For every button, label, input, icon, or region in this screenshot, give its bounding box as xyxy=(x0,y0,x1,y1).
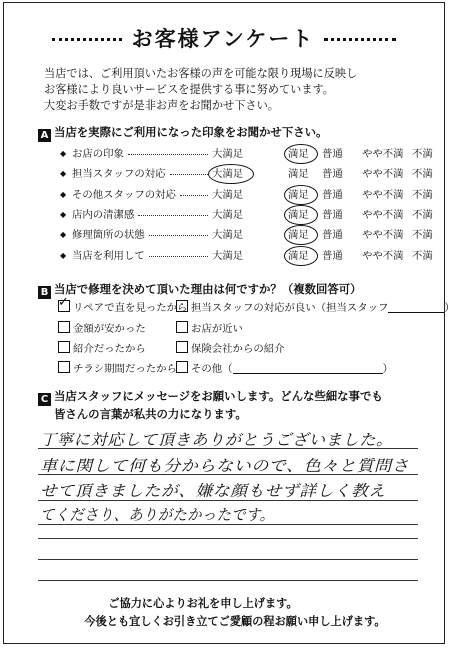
section-c-marker: C xyxy=(38,393,51,406)
message-line xyxy=(38,538,418,539)
rating-option[interactable]: やや不満 xyxy=(362,249,404,262)
rating-item-label: 担当スタッフの対応 xyxy=(72,168,166,181)
diamond-bullet-icon: ◆ xyxy=(60,189,67,199)
handwritten-line: 丁寧に対応して頂きありがとうございました。 xyxy=(40,431,393,449)
reason-choice[interactable] xyxy=(58,361,177,377)
section-c-heading-text: 当店スタッフにメッセージをお願いします。どんな些細な事でも xyxy=(54,389,383,403)
rating-option[interactable]: 大満足 xyxy=(212,249,244,262)
reason-label: 保険会社からの紹介 xyxy=(191,343,285,355)
selected-circle-icon xyxy=(284,246,318,266)
rating-option[interactable]: 満足 xyxy=(288,188,309,201)
reason-label: 金額が安かった xyxy=(73,323,146,335)
rating-option[interactable]: 普通 xyxy=(322,168,343,181)
reason-choice[interactable] xyxy=(176,361,393,377)
selected-circle-icon xyxy=(284,144,318,164)
rating-option[interactable]: 大満足 xyxy=(212,208,244,221)
section-b-heading xyxy=(38,281,362,299)
rating-option[interactable]: 不満 xyxy=(412,229,433,242)
rating-option[interactable]: 不満 xyxy=(412,208,433,221)
rating-option[interactable]: 満足 xyxy=(288,208,309,221)
page-title: お客様アンケート xyxy=(131,27,315,51)
handwritten-line: 車に関して何も分からないので、色々と質問さ xyxy=(40,457,410,475)
section-a-heading-text: 当店を実際にご利用になった印象をお聞かせ下さい。 xyxy=(54,125,328,139)
message-line xyxy=(38,559,418,560)
handwritten-line: せて頂きましたが、嫌な顔もせず詳しく教え xyxy=(40,482,386,500)
other-blank[interactable] xyxy=(233,361,383,374)
reason-choice[interactable] xyxy=(58,295,188,316)
rating-option[interactable]: 不満 xyxy=(412,168,433,181)
reason-suffix: ） xyxy=(382,363,393,375)
intro-line: 大変お手数ですが是非お声をお聞かせ下さい。 xyxy=(44,99,279,112)
diamond-bullet-icon: ◆ xyxy=(60,250,67,260)
reason-label: 紹介だったから xyxy=(73,343,146,355)
rating-option[interactable]: やや不満 xyxy=(362,148,404,160)
rating-row xyxy=(60,165,433,183)
rating-option[interactable]: 普通 xyxy=(322,208,343,221)
rating-option[interactable]: 大満足 xyxy=(212,148,244,160)
reason-label: 担当スタッフの対応が良い（担当スタッフ xyxy=(191,302,389,314)
rating-option[interactable]: 不満 xyxy=(412,249,433,262)
intro-text xyxy=(44,66,424,114)
checkbox[interactable] xyxy=(176,300,188,312)
check-icon: ✓ xyxy=(58,295,69,310)
closing-line: ご協力に心よりお礼を申し上げます。 xyxy=(108,597,298,610)
rating-option[interactable]: 満足 xyxy=(288,229,309,242)
rating-option[interactable]: 不満 xyxy=(412,188,433,201)
reason-choice[interactable] xyxy=(176,321,243,337)
reason-label: チラシ期間だったから xyxy=(73,363,177,375)
leader-dots xyxy=(149,235,208,236)
title-dash-right xyxy=(324,38,396,41)
checkbox[interactable] xyxy=(58,341,70,353)
rating-option[interactable]: 普通 xyxy=(322,148,343,160)
rating-item-label: その他スタッフの対応 xyxy=(72,188,176,201)
leader-dots xyxy=(138,215,208,216)
reason-label: リペアで直を見ったから xyxy=(73,302,188,314)
title-row xyxy=(0,24,450,54)
section-b-marker: B xyxy=(38,286,51,299)
rating-row xyxy=(60,206,433,224)
rating-option[interactable]: 普通 xyxy=(322,249,343,262)
leader-dots xyxy=(149,256,208,257)
section-c-heading xyxy=(38,388,383,406)
staff-name-blank[interactable] xyxy=(388,300,444,313)
section-a-marker: A xyxy=(38,129,51,142)
rating-option[interactable]: 満足 xyxy=(288,168,309,181)
rating-item-label: 当店を利用して xyxy=(72,249,145,262)
rating-option[interactable]: 普通 xyxy=(322,229,343,242)
rating-row xyxy=(60,145,433,163)
reason-choice[interactable] xyxy=(176,300,455,316)
rating-option[interactable]: やや不満 xyxy=(362,229,404,242)
rating-row xyxy=(60,186,433,204)
section-a-heading xyxy=(38,124,327,142)
rating-item-label: 修理箇所の状態 xyxy=(72,229,145,242)
handwritten-line: てくださり、ありがたかったです。 xyxy=(40,506,275,524)
leader-dots xyxy=(170,174,208,175)
checkbox[interactable] xyxy=(176,321,188,333)
rating-option[interactable]: 大満足 xyxy=(212,229,244,242)
intro-line: お客様により良いサービスを提供する事に努めています。 xyxy=(44,83,334,96)
rating-item-label: お店の印象 xyxy=(72,148,124,160)
leader-dots xyxy=(180,195,208,196)
rating-option[interactable]: 大満足 xyxy=(212,168,244,181)
reason-label: その他（ xyxy=(191,363,233,375)
rating-option[interactable]: やや不満 xyxy=(362,208,404,221)
rating-option[interactable]: 大満足 xyxy=(212,188,244,201)
reason-choice[interactable] xyxy=(176,341,285,357)
rating-item-label: 店内の清潔感 xyxy=(72,208,135,221)
rating-option[interactable]: 満足 xyxy=(288,249,309,262)
reason-choice[interactable] xyxy=(58,341,146,357)
selected-circle-icon xyxy=(208,164,254,184)
checkbox[interactable] xyxy=(176,341,188,353)
title-dash-left xyxy=(52,38,122,41)
section-c-heading-line2: 皆さんの言葉が私共の力になります。 xyxy=(54,407,247,421)
message-line xyxy=(38,580,418,581)
diamond-bullet-icon: ◆ xyxy=(60,209,67,219)
selected-circle-icon xyxy=(284,205,318,225)
checkbox[interactable] xyxy=(58,295,70,312)
rating-option[interactable]: 普通 xyxy=(322,188,343,201)
diamond-bullet-icon: ◆ xyxy=(60,169,67,179)
checkbox[interactable] xyxy=(58,361,70,373)
checkbox[interactable] xyxy=(58,321,70,333)
rating-row xyxy=(60,226,433,244)
diamond-bullet-icon: ◆ xyxy=(60,149,67,158)
diamond-bullet-icon: ◆ xyxy=(60,230,67,240)
reason-label: お店が近い xyxy=(191,323,243,335)
section-b-heading-text: 当店で修理を決めて頂いた理由は何ですか？（複数回答可） xyxy=(54,282,362,296)
rating-option[interactable]: 満足 xyxy=(288,148,309,160)
selected-circle-icon xyxy=(284,225,318,245)
selected-circle-icon xyxy=(284,185,318,205)
rating-option[interactable]: 不満 xyxy=(412,148,433,160)
rating-row xyxy=(60,247,433,265)
leader-dots xyxy=(128,154,208,155)
rating-option[interactable]: やや不満 xyxy=(362,188,404,201)
reason-suffix: ） xyxy=(444,302,455,314)
rating-option[interactable]: やや不満 xyxy=(362,168,404,181)
reason-choice[interactable] xyxy=(58,321,146,337)
intro-line: 当店では、ご利用頂いたお客様の声を可能な限り現場に反映し xyxy=(44,67,358,80)
closing-line: 今後とも宜しくお引き立てご愛顧の程お願い申し上げます。 xyxy=(84,615,386,628)
checkbox[interactable] xyxy=(176,361,188,373)
